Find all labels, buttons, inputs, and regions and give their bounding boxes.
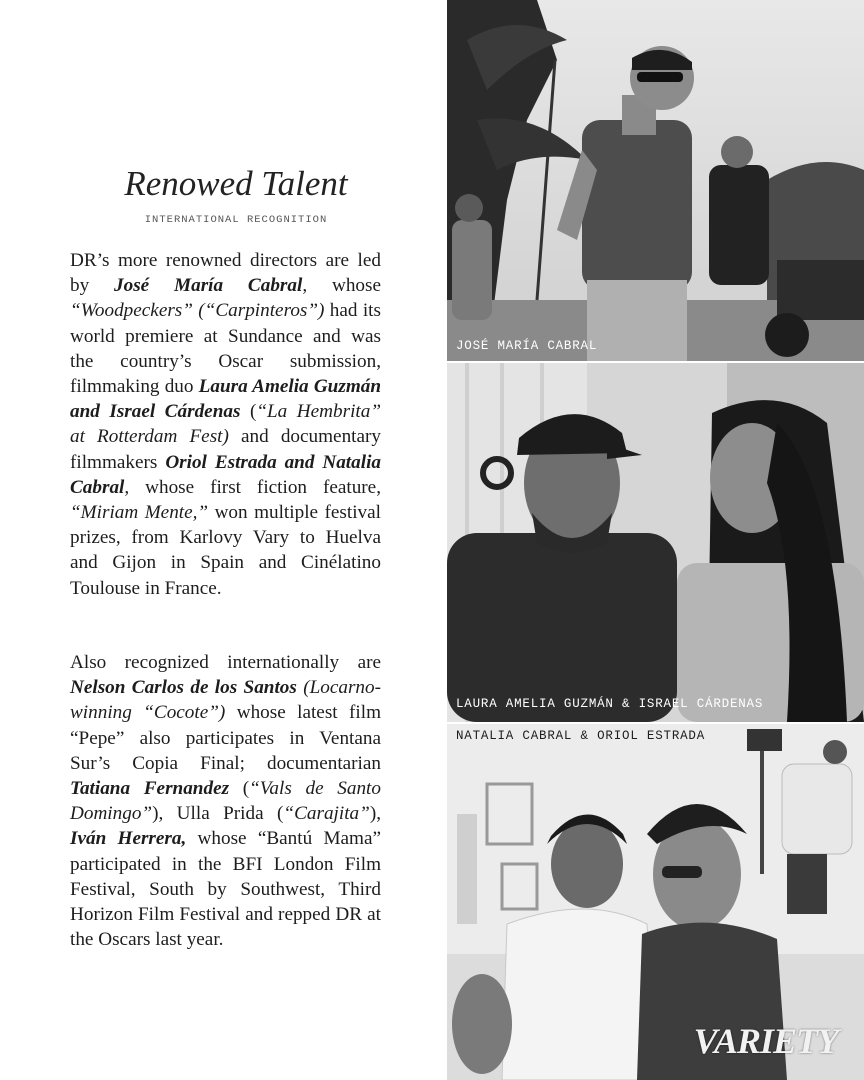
photo-jose-maria-cabral <box>447 0 864 361</box>
section-subtitle: INTERNATIONAL RECOGNITION <box>144 214 328 226</box>
body-paragraph-2 <box>70 650 381 952</box>
text-run: ( <box>240 401 257 423</box>
photo-3-caption: NATALIA CABRAL & ORIOL ESTRADA <box>456 729 706 743</box>
text-run: whose latest film “Pepe” also participates in Ventana Sur’s Copia Final; documentarian <box>70 702 381 774</box>
photo-cabral-estrada <box>447 724 864 1080</box>
film-title: (Locarno-winning “Cocote”) <box>70 677 382 724</box>
text-run: DR’s more renowned directors are led by <box>70 250 381 297</box>
photo-1-image <box>447 0 864 361</box>
director-name: José María Cabral <box>114 275 303 297</box>
director-name: Tatiana Fernandez <box>70 778 230 800</box>
text-run: , whose first fiction feature, <box>124 476 381 498</box>
photo-guzman-cardenas <box>447 363 864 722</box>
photo-2-image <box>447 363 864 722</box>
film-title: “Miriam Mente,” <box>70 502 209 524</box>
photo-2-caption: LAURA AMELIA GUZMÁN & ISRAEL CÁRDENAS <box>456 697 764 711</box>
text-run: ( <box>229 778 250 800</box>
film-title: “Carajita” <box>283 803 370 825</box>
text-run: had its world premiere at Sundance and was the country’s Oscar submission, filmmaking duo <box>70 300 381 398</box>
text-run: Also recognized internationally are <box>70 652 381 673</box>
director-name: Laura Amelia Guzmán and Israel Cárdenas <box>70 376 382 423</box>
body-paragraph-1 <box>70 248 381 601</box>
text-run: won multiple festival prizes, from Karlovy Vary to Huelva and Gijon in Spain and Cinélatino Toulouse in France. <box>70 502 381 599</box>
film-title: “Vals de Santo Domingo” <box>70 778 381 825</box>
text-run: ), Ulla Prida ( <box>152 803 284 825</box>
section-title: Renowed Talent <box>124 164 348 203</box>
director-name: Iván Herrera, <box>70 828 187 850</box>
text-run: and documentary filmmakers <box>70 426 381 473</box>
text-run: , whose <box>302 275 381 297</box>
film-title: “Woodpeckers” (“Carpinteros”) <box>70 300 325 322</box>
text-run: ), <box>369 803 381 825</box>
director-name: Oriol Estrada and Natalia Cabral <box>70 451 381 498</box>
director-name: Nelson Carlos de los Santos <box>70 677 297 699</box>
variety-logo: VARIETY <box>693 1021 838 1061</box>
text-run: whose “Bantú Mama” participated in the BFI London Film Festival, South by Southwest, Third Horizon Film Festival and repped DR at the Oscars last year. <box>70 828 382 951</box>
photo-1-caption: JOSÉ MARÍA CABRAL <box>456 339 598 353</box>
film-title: “La Hembrita” at Rotterdam Fest) <box>70 401 382 448</box>
